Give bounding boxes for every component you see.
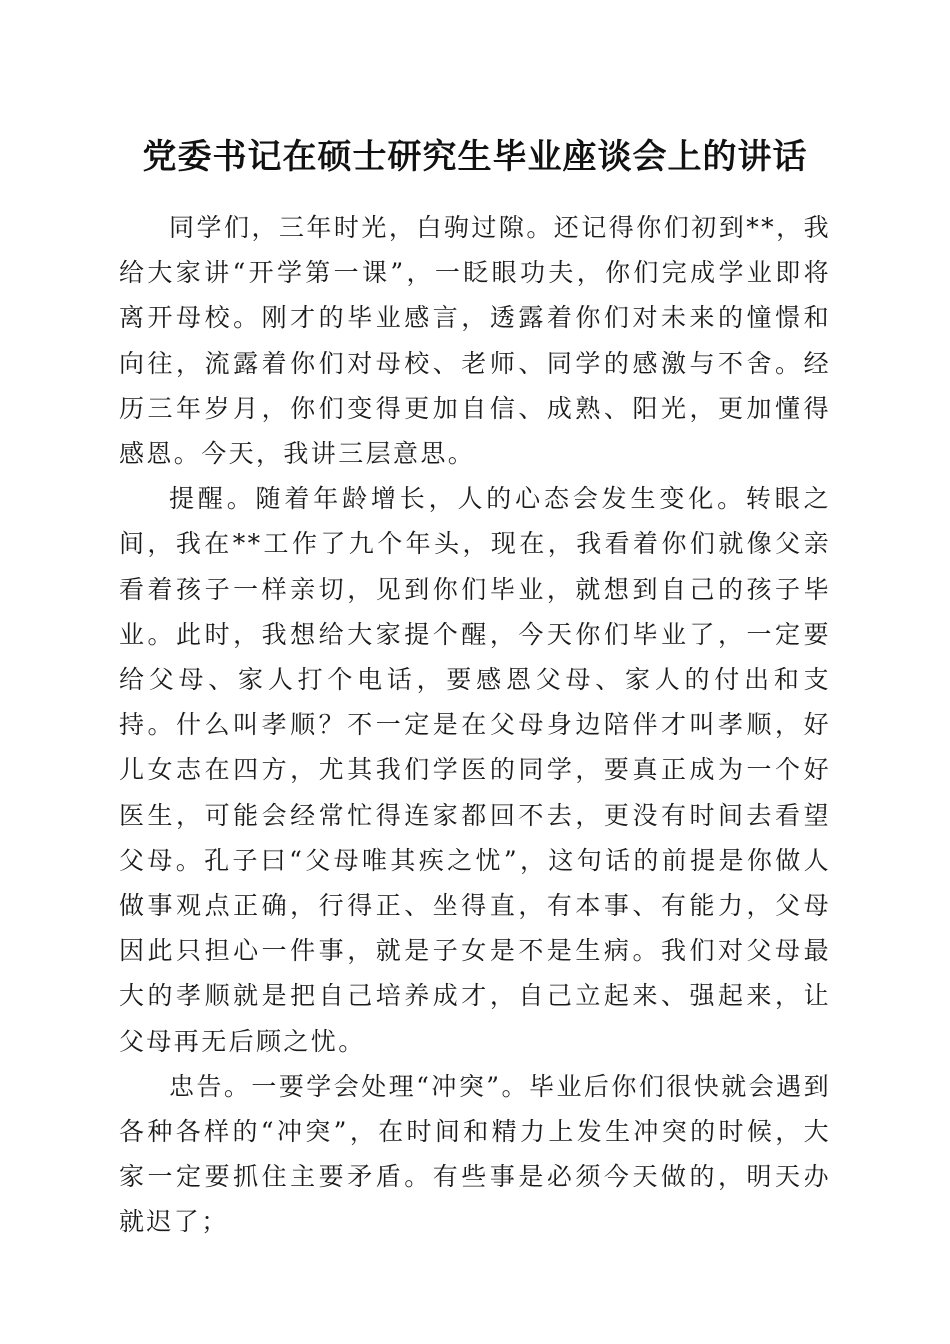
document-body [119, 205, 831, 1245]
paragraph-intro: 同学们，三年时光，白驹过隙。还记得你们初到**，我给大家讲“开学第一课”，一眨眼功夫，你们完成学业即将离开母校。刚才的毕业感言，透露着你们对未来的憧憬和向往，流露着你们对母校、老师、同学的感激与不舍。经历三年岁月，你们变得更加自信、成熟、阳光，更加懂得感恩。今天，我讲三层意思。 [119, 213, 831, 469]
page-title: 党委书记在硕士研究生毕业座谈会上的讲话 [142, 137, 808, 177]
paragraph-reminder: 提醒。随着年龄增长，人的心态会发生变化。转眼之间，我在**工作了九个年头，现在，我看着你们就像父亲看着孩子一样亲切，见到你们毕业，就想到自己的孩子毕业。此时，我想给大家提个醒，今天你们毕业了，一定要给父母、家人打个电话，要感恩父母、家人的付出和支持。什么叫孝顺？不一定是在父母身边陪伴才叫孝顺，好儿女志在四方，尤其我们学医的同学，要真正成为一个好医生，可能会经常忙得连家都回不去，更没有时间去看望父母。孔子曰“父母唯其疾之忧”，这句话的前提是你做人做事观点正确，行得正、坐得直，有本事、有能力，父母因此只担心一件事，就是子女是不是生病。我们对父母最大的孝顺就是把自己培养成才，自己立起来、强起来，让父母再无后顾之忧。 [119, 484, 831, 1056]
paragraph-advice: 忠告。一要学会处理“冲突”。毕业后你们很快就会遇到各种各样的“冲突”，在时间和精力上发生冲突的时候，大家一定要抓住主要矛盾。有些事是必须今天做的，明天办就迟了； [119, 1071, 831, 1237]
